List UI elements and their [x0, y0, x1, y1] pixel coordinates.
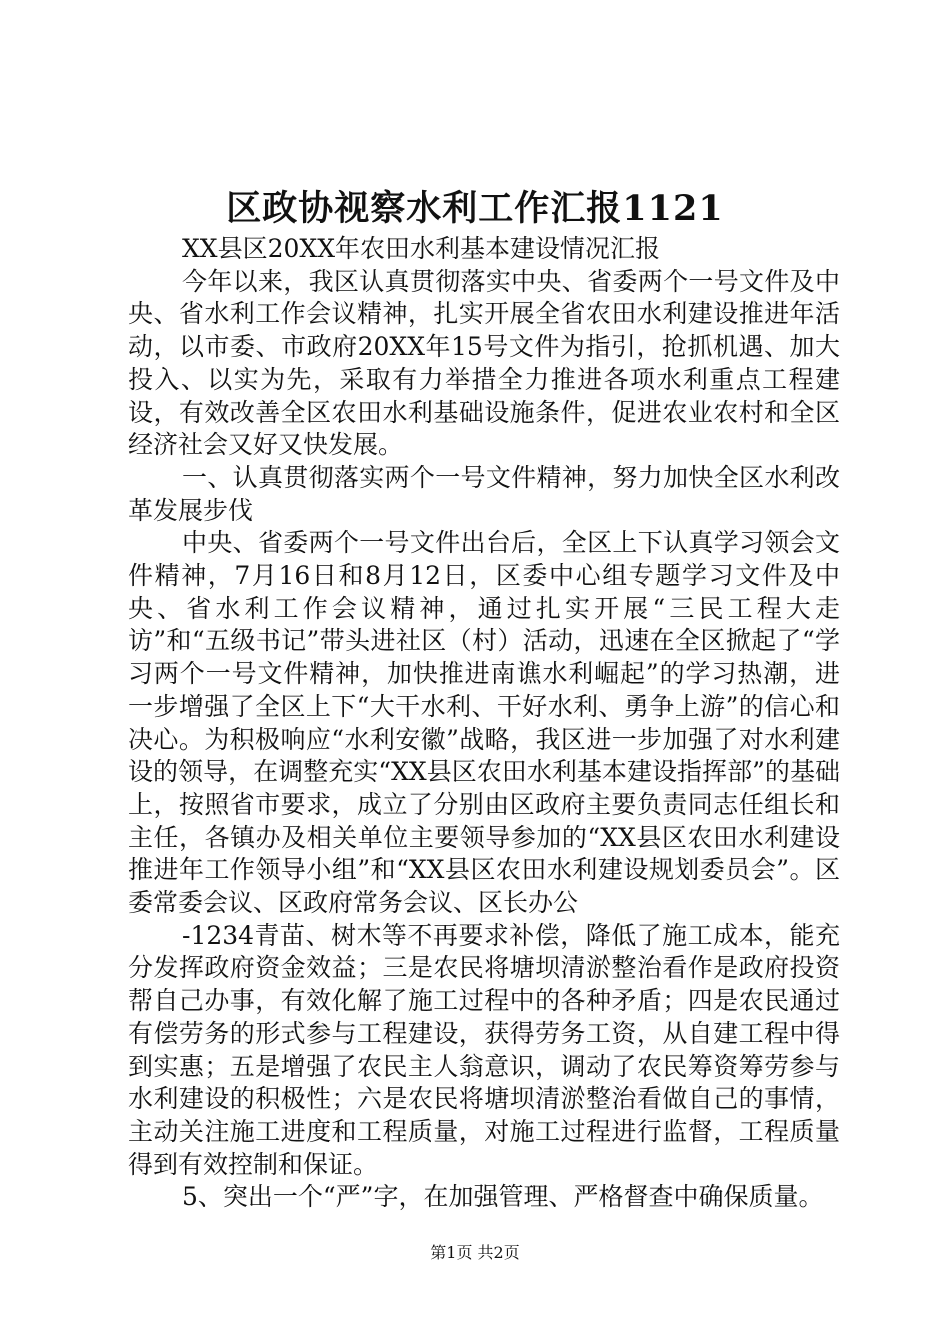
document-title: 区政协视察水利工作汇报1121 — [226, 188, 724, 229]
paragraph-study-documents: 中央、省委两个一号文件出台后，全区上下认真学习领会文件精神，7月16日和8月12日，区委中心组专题学习文件及中央、省水利工作会议精神，通过扎实开展“三民工程大走访”和“五级书记”带头进社区（村）活动，迅速在全区掀起了“学习两个一号文件精神，加快推进南谯水利崛起”的学习热潮，进一步增强了全区上下“大干水利、干好水利、勇争上游”的信心和决心。为积极响应“水利安徽”战略，我区进一步加强了对水利建设的领导，在调整充实“XX县区农田水利基本建设指挥部”的基础上，按照省市要求，成立了分别由区政府主要负责同志任组长和主任，各镇办及相关单位主要领导参加的“XX县区农田水利建设推进年工作领导小组”和“XX县区农田水利建设规划委员会”。区委常委会议、区政府常务会议、区长办公 — [128, 528, 840, 918]
paragraph-intro: 今年以来，我区认真贯彻落实中央、省委两个一号文件及中央、省水利工作会议精神，扎实开展全省农田水利建设推进年活动，以市委、市政府20XX年15号文件为指引，抢抓机遇、加大投入、以实为先，采取有力举措全力推进各项水利重点工程建设，有效改善全区农田水利基础设施条件，促进农业农村和全区经济社会又好又快发展。 — [128, 266, 840, 460]
page-footer: 第1页 共2页 — [430, 1243, 520, 1262]
document-body — [128, 233, 840, 1214]
paragraph-benefits: -1234青苗、树木等不再要求补偿，降低了施工成本，能充分发挥政府资金效益；三是农民将塘坝清淤整治看作是政府投资帮自己办事，有效化解了施工过程中的各种矛盾；四是农民通过有偿劳务的形式参与工程建设，获得劳务工资，从自建工程中得到实惠；五是增强了农民主人翁意识，调动了农民筹资筹劳参与水利建设的积极性；六是农民将塘坝清淤整治看做自己的事情，主动关注施工进度和工程质量，对施工过程进行监督，工程质量得到有效控制和保证。 — [128, 920, 840, 1179]
paragraph-subtitle: XX县区20XX年农田水利基本建设情况汇报 — [182, 234, 661, 263]
paragraph-point-five: 5、突出一个“严”字，在加强管理、严格督查中确保质量。 — [182, 1182, 824, 1212]
paragraph-heading-one: 一、认真贯彻落实两个一号文件精神，努力加快全区水利改革发展步伐 — [128, 462, 840, 525]
